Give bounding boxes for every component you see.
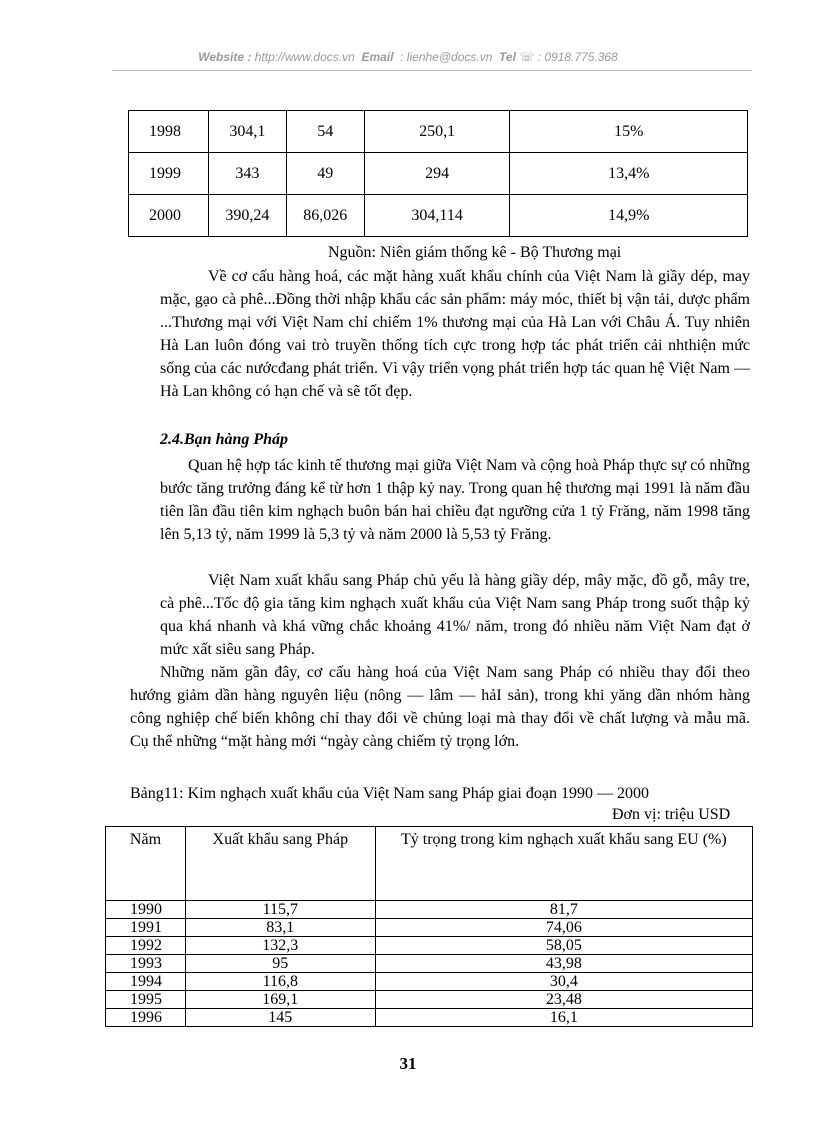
table-cell: 58,05 <box>375 937 752 955</box>
table-cell: 304,114 <box>364 195 510 237</box>
table-cell: 81,7 <box>375 901 752 919</box>
table-cell: 30,4 <box>375 973 752 991</box>
table-cell: 250,1 <box>364 111 510 153</box>
website-value[interactable]: http://www.docs.vn <box>254 50 355 64</box>
table-cell: 343 <box>208 153 286 195</box>
table-cell: 1996 <box>106 1009 186 1027</box>
tel-label: Tel <box>499 50 516 64</box>
paragraph-france-exports: Việt Nam xuất khẩu sang Pháp chủ yếu là hàng giầy dép, mây mặc, đồ gỗ, mây tre, cà phê...Tốc độ gia tăng kim nghạch xuất khẩu của Việt Nam sang Pháp trong suốt thập kỷ qua khá nhanh và khá vững chắc khoảng 41%/ năm, trong đó nhiều năm Việt Nam đạt ở mức xất siêu sang Pháp. <box>160 572 750 658</box>
table-header-row <box>106 827 753 901</box>
column-header: Xuất khẩu sang Pháp <box>185 827 375 901</box>
table-row <box>106 973 753 991</box>
table-cell: 2000 <box>129 195 209 237</box>
email-label: Email <box>361 50 394 64</box>
table-cell: 15% <box>510 111 748 153</box>
table-row <box>106 901 753 919</box>
table-cell: 16,1 <box>375 1009 752 1027</box>
table-cell: 43,98 <box>375 955 752 973</box>
table-cell: 1992 <box>106 937 186 955</box>
trade-table-netherlands <box>128 110 748 237</box>
page-header <box>0 50 816 64</box>
table-row <box>129 153 748 195</box>
phone-icon: ☏ <box>519 50 535 64</box>
table-cell: 145 <box>185 1009 375 1027</box>
table-cell: 1995 <box>106 991 186 1009</box>
table-cell: 49 <box>286 153 364 195</box>
table-row <box>129 111 748 153</box>
table-row <box>106 991 753 1009</box>
table-cell: 86,026 <box>286 195 364 237</box>
paragraph-trade-structure: Về cơ cấu hàng hoá, các mặt hàng xuất khẩu chính của Việt Nam là giầy dép, may mặc, gạo cà phê...Đồng thời nhập khẩu các sản phẩm: máy móc, thiết bị vận tải, dược phẩm ...Thương mại với Việt Nam chỉ chiếm 1% thương mại của Hà Lan với Châu Á. Tuy nhiên Hà Lan luôn đóng vai trò truyền thống tích cực trong hợp tác phát triển cải nhthiện mức sống của các nướcđang phát triển. Vì vậy triển vọng phát triển hợp tác quan hệ Việt Nam — Hà Lan không có hạn chế và sẽ tốt đẹp. <box>160 268 750 400</box>
table-cell: 54 <box>286 111 364 153</box>
table-cell: 115,7 <box>185 901 375 919</box>
table-cell: 14,9% <box>510 195 748 237</box>
table-row <box>106 919 753 937</box>
table-cell: 13,4% <box>510 153 748 195</box>
table-row <box>106 937 753 955</box>
table-cell: 169,1 <box>185 991 375 1009</box>
table-caption: Bảng11: Kim nghạch xuất khẩu của Việt Nam sang Pháp giai đoạn 1990 — 2000 <box>130 785 649 802</box>
table-cell: 1990 <box>106 901 186 919</box>
table-cell: 74,06 <box>375 919 752 937</box>
table-row <box>106 955 753 973</box>
table-cell: 1993 <box>106 955 186 973</box>
tel-value: : 0918.775.368 <box>537 50 618 64</box>
table-unit: Đơn vị: triệu USD <box>612 806 731 823</box>
table-cell: 1999 <box>129 153 209 195</box>
table-cell: 23,48 <box>375 991 752 1009</box>
table-cell: 1994 <box>106 973 186 991</box>
section-heading: 2.4.Bạn hàng Pháp <box>160 431 289 448</box>
column-header: Tỷ trọng trong kim nghạch xuất khẩu sang EU (%) <box>375 827 752 901</box>
header-divider <box>112 70 752 71</box>
table-cell: 95 <box>185 955 375 973</box>
table-cell: 294 <box>364 153 510 195</box>
column-header: Năm <box>106 827 186 901</box>
table-cell: 1998 <box>129 111 209 153</box>
table-row <box>129 195 748 237</box>
export-table-france <box>105 826 753 1027</box>
table-row <box>106 1009 753 1027</box>
page-number: 31 <box>399 1054 417 1073</box>
table-cell: 83,1 <box>185 919 375 937</box>
table-cell: 1991 <box>106 919 186 937</box>
table-source: Nguồn: Niên giám thống kê - Bộ Thương mại <box>328 244 622 261</box>
email-value[interactable]: : lienhe@docs.vn <box>400 50 493 64</box>
paragraph-export-structure: Những năm gần đây, cơ cấu hàng hoá của Việt Nam sang Pháp có nhiều thay đổi theo hướng giảm dần hàng nguyên liệu (nông — lâm — hảI sản), trong khi yăng dần nhóm hàng công nghiệp chế biến không chỉ thay đổi về chủng loại mà thay đổi về chất lượng và mẫu mã. Cụ thể những “mặt hàng mới “ngày càng chiếm tỷ trọng lớn. <box>130 664 750 750</box>
table-cell: 132,3 <box>185 937 375 955</box>
table-cell: 390,24 <box>208 195 286 237</box>
table-cell: 116,8 <box>185 973 375 991</box>
paragraph-france-relations: Quan hệ hợp tác kinh tế thương mại giữa Việt Nam và cộng hoà Pháp thực sự có những bước tăng trưởng đáng kể từ hơn 1 thập kỷ nay. Trong quan hệ thương mại 1991 là năm đầu tiên lần đầu tiên kim nghạch buôn bán hai chiều đạt ngưỡng cửa 1 tỷ Frăng, năm 1998 tăng lên 5,13 tỷ, năm 1999 là 5,3 tỷ và năm 2000 là 5,53 tỷ Frăng. <box>160 457 750 543</box>
website-label: Website : <box>198 50 252 64</box>
table-cell: 304,1 <box>208 111 286 153</box>
